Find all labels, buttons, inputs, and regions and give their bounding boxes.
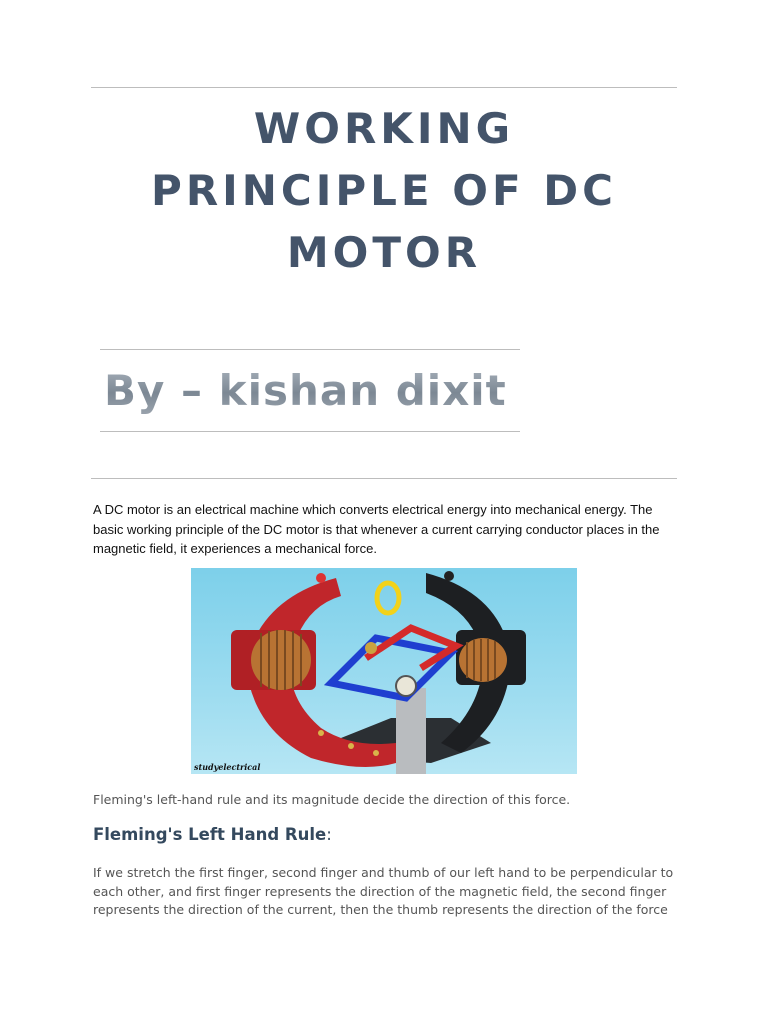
title-line-3: MOTOR	[286, 228, 482, 277]
section-divider	[91, 478, 677, 479]
page-title	[100, 98, 668, 284]
dc-motor-illustration	[191, 568, 577, 774]
flemings-rule-paragraph: If we stretch the first finger, second finger and thumb of our left hand to be perpendicular to each other, and first finger represents the direction of the magnetic field, the second finger represents the direction of the current, then the thumb represents the direction of the force	[93, 865, 674, 917]
intro-paragraph: A DC motor is an electrical machine which converts electrical energy into mechanical energy. The basic working principle of the DC motor is that whenever a current carrying conductor places in the magnetic field, it experiences a mechanical force.	[93, 502, 660, 556]
figure-credit: studyelectrical	[194, 762, 261, 772]
figure-caption: Fleming's left-hand rule and its magnitude decide the direction of this force.	[93, 792, 571, 807]
byline-top-divider	[100, 349, 520, 350]
top-divider	[91, 87, 677, 88]
section-heading	[93, 825, 332, 844]
title-line-2: PRINCIPLE OF DC	[151, 166, 617, 215]
byline-bottom-divider	[100, 431, 520, 432]
title-line-1: WORKING	[253, 104, 515, 153]
dc-motor-photo	[191, 568, 577, 774]
section-heading-colon: :	[326, 825, 332, 844]
section-heading-text: Fleming's Left Hand Rule	[93, 825, 327, 844]
author-byline: By – kishan dixit	[104, 366, 507, 415]
